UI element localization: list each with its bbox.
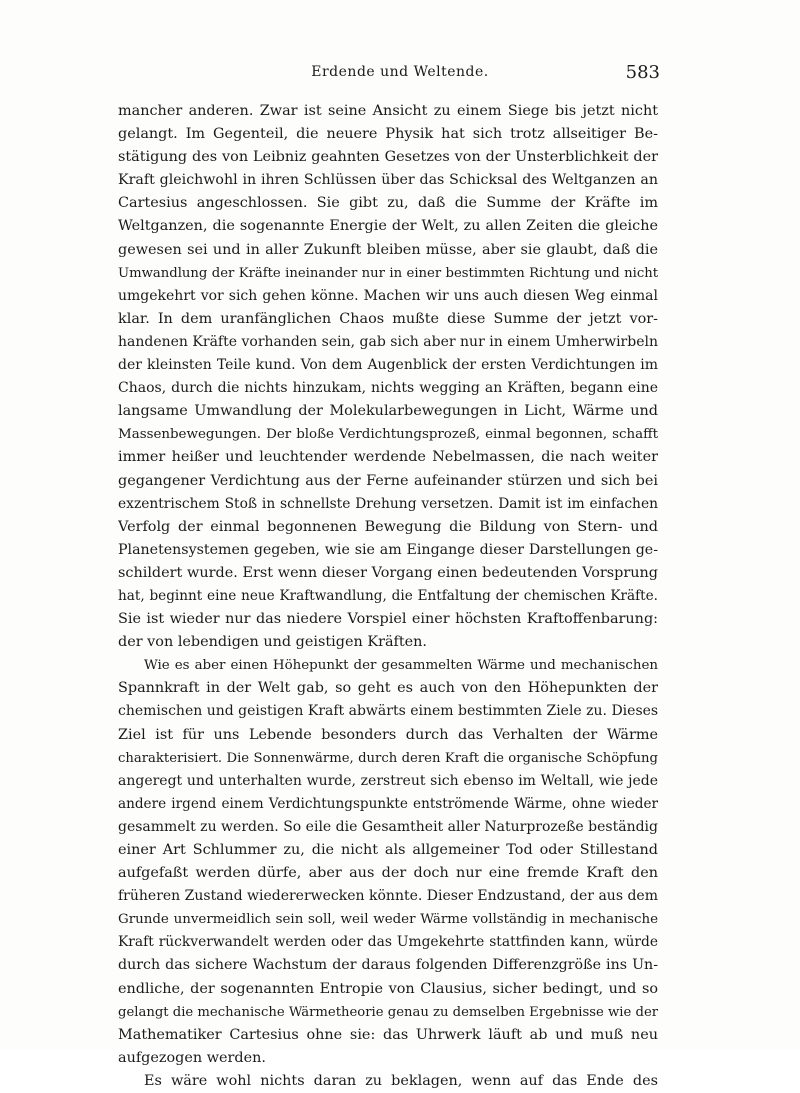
text-line: Weltganzen, die sogenannte Energie der Welt, zu allen Zeiten die gleiche [118,218,658,235]
running-title: Erdende und Weltende. [311,64,489,80]
text-line: Spannkraft in der Welt gab, so geht es auch von den Höhepunkten der [118,680,658,697]
text-line: Umwandlung der Kräfte ineinander nur in einer bestimmten Richtung und nicht [118,265,658,281]
text-line: gelangt. Im Gegenteil, die neuere Physik hat sich trotz allseitiger Be- [118,126,658,143]
text-line: Massenbewegungen. Der bloße Verdichtungsprozeß, einmal begonnen, schafft [118,427,658,443]
text-line: handenen Kräfte vorhanden sein, gab sich aber nur in einem Umherwirbeln [118,333,658,350]
paragraph-end-line: der von lebendigen und geistigen Kräften. [118,634,427,651]
running-head [0,62,800,86]
text-line: schildert wurde. Erst wenn dieser Vorgang einen bedeutenden Vorsprung [118,564,658,581]
text-line: mancher anderen. Zwar ist seine Ansicht zu einem Siege bis jetzt nicht [118,103,658,119]
text-line: Chaos, durch die nichts hinzukam, nichts wegging an Kräften, begann eine [118,380,658,397]
text-line: gesammelt zu werden. So eile die Gesamtheit aller Naturprozeße beständig [118,818,658,835]
text-line: durch das sichere Wachstum der daraus folgenden Differenzgröße ins Un- [118,957,658,974]
text-line: Verfolg der einmal begonnenen Bewegung die Bildung von Stern- und [118,518,658,535]
text-line: Grunde unvermeidlich sein soll, weil weder Wärme vollständig in mechanische [118,912,658,928]
text-line: Planetensystemen gegeben, wie sie am Eingange dieser Darstellungen ge- [118,541,658,558]
text-line: früheren Zustand wiedererwecken könnte. Dieser Endzustand, der aus dem [118,888,658,905]
text-line: umgekehrt vor sich gehen könne. Machen wir uns auch diesen Weg einmal [118,287,658,304]
text-line: klar. In dem uranfänglichen Chaos mußte diese Summe der jetzt vor- [118,310,658,327]
text-line: chemischen und geistigen Kraft abwärts einem bestimmten Ziele zu. Dieses [118,703,658,720]
text-line: stätigung des von Leibniz geahnten Gesetzes von der Unsterblichkeit der [118,149,658,166]
text-line: angeregt und unterhalten wurde, zerstreut sich ebenso im Weltall, wie jede [118,772,658,789]
text-line: hat, beginnt eine neue Kraftwandlung, die Entfaltung der chemischen Kräfte. [118,587,658,604]
body-text [118,100,658,1093]
text-line: einer Art Schlummer zu, die nicht als allgemeiner Tod oder Stillestand [118,842,658,858]
text-line: endliche, der sogenannten Entropie von Clausius, sicher bedingt, und so [118,980,658,997]
text-line: Mathematiker Cartesius ohne sie: das Uhrwerk läuft ab und muß neu [118,1026,658,1043]
text-line: exzentrischem Stoß in schnellste Drehung versetzen. Damit ist im einfachen [118,495,658,512]
text-line: gelangt die mechanische Wärmetheorie genau zu demselben Ergebnisse wie der [118,1004,658,1020]
text-line: charakterisiert. Die Sonnenwärme, durch deren Kraft die organische Schöpfung [118,750,658,766]
text-line: Kraft rückverwandelt werden oder das Umgekehrte stattfinden kann, würde [118,934,658,951]
text-line: andere irgend einem Verdichtungspunkte entströmende Wärme, ohne wieder [118,795,658,812]
text-line: Sie ist wieder nur das niedere Vorspiel einer höchsten Kraftoffenbarung: [118,611,658,628]
text-line: Ziel ist für uns Lebende besonders durch das Verhalten der Wärme [118,726,658,743]
page-number: 583 [625,62,660,83]
paragraph-start-line: Wie es aber einen Höhepunkt der gesammelten Wärme und mechanischen [144,658,658,674]
paragraph-end-line: aufgezogen werden. [118,1049,267,1066]
text-line: gegangener Verdichtung aus der Ferne aufeinander stürzen und sich bei [118,472,658,489]
text-line: langsame Umwandlung der Molekularbewegungen in Licht, Wärme und [118,403,658,420]
paragraph-start-line: Es wäre wohl nichts daran zu beklagen, wenn auf das Ende des [144,1072,658,1089]
text-line: gewesen sei und in aller Zukunft bleiben müsse, aber sie glaubt, daß die [118,241,658,258]
text-line: aufgefaßt werden dürfe, aber aus der doch nur eine fremde Kraft den [118,865,658,882]
text-line: immer heißer und leuchtender werdende Nebelmassen, die nach weiter [118,449,658,466]
text-line: der kleinsten Teile kund. Von dem Augenblick der ersten Verdichtungen im [118,357,658,374]
text-line: Kraft gleichwohl in ihren Schlüssen über das Schicksal des Weltganzen an [118,172,658,189]
text-line: Cartesius angeschlossen. Sie gibt zu, daß die Summe der Kräfte im [118,195,658,212]
